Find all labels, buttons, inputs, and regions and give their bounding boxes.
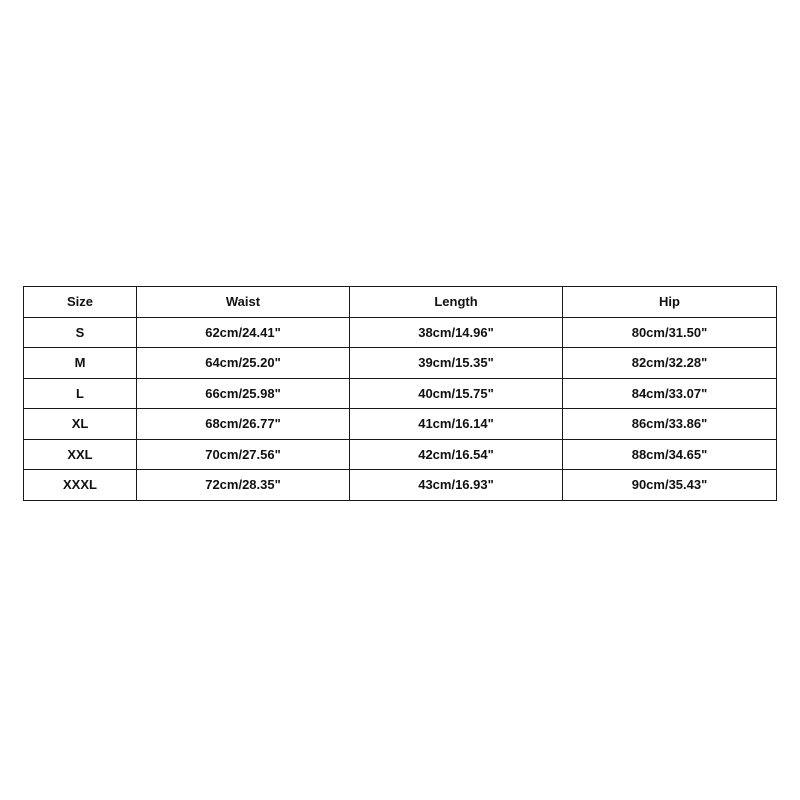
header-waist: Waist	[137, 287, 350, 318]
header-length: Length	[350, 287, 563, 318]
hip-cell: 90cm/35.43"	[563, 470, 777, 501]
table-row	[24, 348, 777, 379]
waist-cell: 68cm/26.77"	[137, 409, 350, 440]
header-size: Size	[24, 287, 137, 318]
size-cell: XXXL	[24, 470, 137, 501]
table-row	[24, 378, 777, 409]
hip-cell: 86cm/33.86"	[563, 409, 777, 440]
size-cell: XL	[24, 409, 137, 440]
size-cell: L	[24, 378, 137, 409]
table-row	[24, 439, 777, 470]
waist-cell: 70cm/27.56"	[137, 439, 350, 470]
header-hip: Hip	[563, 287, 777, 318]
length-cell: 42cm/16.54"	[350, 439, 563, 470]
size-chart-table	[23, 286, 777, 501]
header-row	[24, 287, 777, 318]
hip-cell: 84cm/33.07"	[563, 378, 777, 409]
length-cell: 40cm/15.75"	[350, 378, 563, 409]
hip-cell: 88cm/34.65"	[563, 439, 777, 470]
size-cell: XXL	[24, 439, 137, 470]
waist-cell: 72cm/28.35"	[137, 470, 350, 501]
length-cell: 39cm/15.35"	[350, 348, 563, 379]
size-cell: M	[24, 348, 137, 379]
hip-cell: 82cm/32.28"	[563, 348, 777, 379]
waist-cell: 62cm/24.41"	[137, 317, 350, 348]
hip-cell: 80cm/31.50"	[563, 317, 777, 348]
waist-cell: 66cm/25.98"	[137, 378, 350, 409]
table-row	[24, 470, 777, 501]
length-cell: 43cm/16.93"	[350, 470, 563, 501]
length-cell: 41cm/16.14"	[350, 409, 563, 440]
waist-cell: 64cm/25.20"	[137, 348, 350, 379]
table-row	[24, 317, 777, 348]
size-cell: S	[24, 317, 137, 348]
table-row	[24, 409, 777, 440]
length-cell: 38cm/14.96"	[350, 317, 563, 348]
